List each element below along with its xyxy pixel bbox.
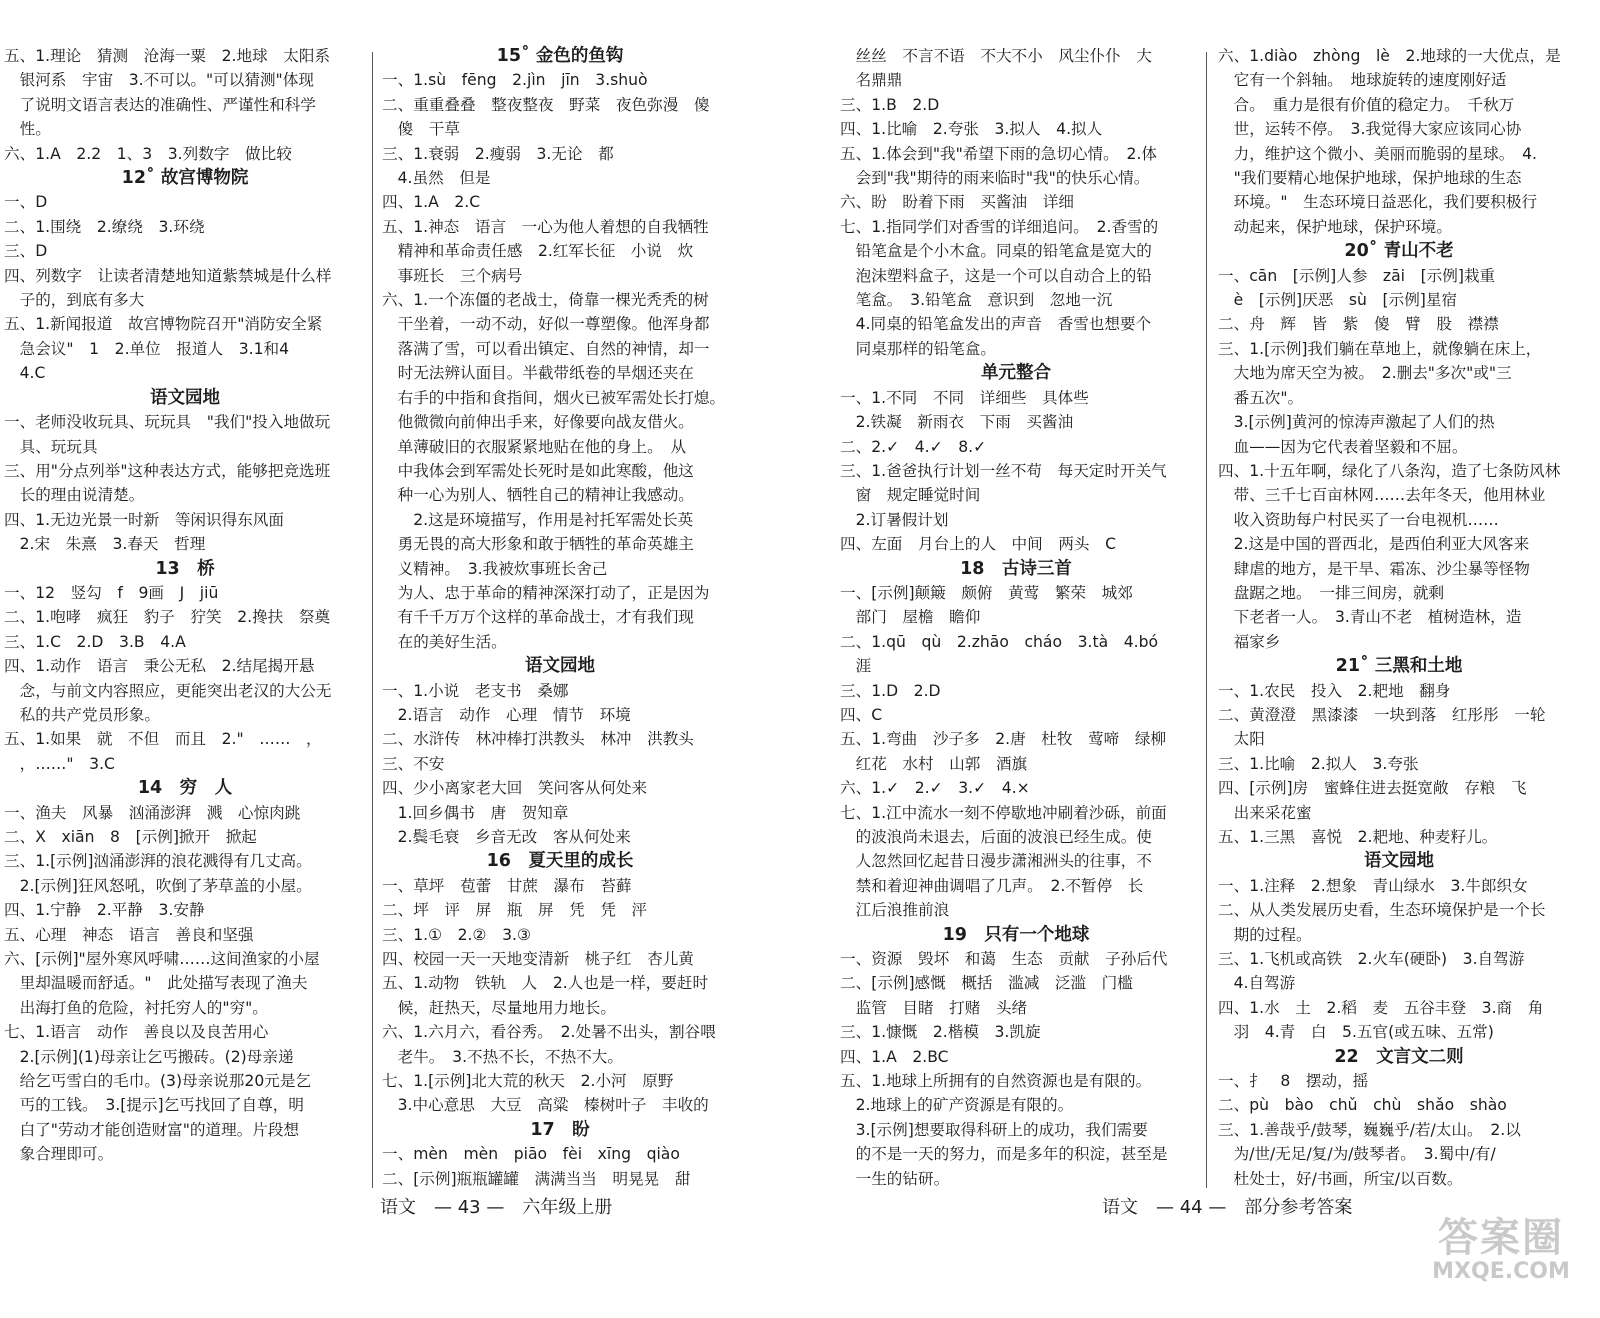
answer-line: 杜处士，好/书画，所宝/以百数。 — [1218, 1169, 1463, 1188]
answer-line: 七、1.[示例]北大荒的秋天 2.小河 原野 — [382, 1072, 674, 1091]
answer-line: 六、1.A 2.2 1、3 3.列数字 做比较 — [4, 144, 292, 163]
answer-line: 事班长 三个病号 — [382, 266, 523, 285]
answer-line: 给乞丐雪白的毛巾。(3)母亲说那20元是乞 — [4, 1072, 312, 1091]
answer-line: 象合理即可。 — [4, 1145, 114, 1164]
answer-line: è [示例]厌恶 sù [示例]星宿 — [1218, 291, 1458, 310]
answer-line: 勇无畏的高大形象和敢于牺牲的革命英雄主 — [382, 535, 694, 554]
answer-line: 收入资助每户村民买了一台电视机…… — [1218, 510, 1499, 529]
answer-line: 三、用"分点列举"这种表达方式，能够把竞选班 — [4, 461, 331, 480]
answer-line: 一、1.sù fēng 2.jìn jīn 3.shuò — [382, 71, 648, 90]
answer-line: 二、黄澄澄 黑漆漆 一块到落 红彤彤 一轮 — [1218, 705, 1546, 724]
answer-line: 血——因为它代表着坚毅和不屈。 — [1218, 437, 1468, 456]
answer-line: 番五次"。 — [1218, 388, 1304, 407]
answer-line: 银河系 宇宙 3.不可以。"可以猜测"体现 — [4, 71, 314, 90]
answer-line: 3.[示例]黄河的惊涛声激起了人们的热 — [1218, 413, 1495, 432]
answer-line: 二、1.咆哮 疯狂 豹子 狞笑 2.搀扶 祭奠 — [4, 608, 331, 627]
answer-line: 三、D — [4, 242, 48, 261]
answer-line: 性。 — [4, 120, 51, 139]
answer-line: 六、1.六月六，看谷秀。 2.处暑不出头，割谷喂 — [382, 1023, 716, 1042]
answer-line: 傻 干草 — [382, 120, 460, 139]
answer-line: 盘踞之地。 一排三间房，就剩 — [1218, 583, 1445, 602]
answer-line: 2.[示例]狂风怒吼，吹倒了茅草盖的小屋。 — [4, 876, 312, 895]
answer-line: 监管 目睹 打赌 头绪 — [840, 998, 1028, 1017]
answer-line: 一、1.农民 投入 2.耙地 翻身 — [1218, 681, 1451, 700]
answer-line: 会到"我"期待的雨来临时"我"的快乐心情。 — [840, 169, 1150, 188]
answer-line: 五、1.如果 就 不但 而且 2." …… ， — [4, 730, 322, 749]
column-divider-right — [1206, 52, 1207, 1188]
answer-line: 江后浪推前浪 — [840, 901, 950, 920]
answer-line: 出海打鱼的危险，衬托穷人的"穷"。 — [4, 998, 268, 1017]
answer-line: 环境。" 生态环境日益恶化，我们要积极行 — [1218, 193, 1538, 212]
answer-line: 一、1.不同 不同 详细些 具体些 — [840, 388, 1089, 407]
answer-line: 大地为席天空为被。 2.删去"多次"或"三 — [1218, 364, 1512, 383]
answer-line: 一、扌 8 摆动，摇 — [1218, 1072, 1369, 1091]
answer-line: 3.中心意思 大豆 高粱 榛树叶子 丰收的 — [382, 1096, 709, 1115]
answer-line: 四、[示例]房 蜜蜂住进去挺宽敞 存粮 飞 — [1218, 779, 1527, 798]
answer-line: 一、老师没收玩具、玩玩具 "我们"投入地做玩 — [4, 413, 331, 432]
answer-line: 2.[示例](1)母亲让乞丐搬砖。(2)母亲递 — [4, 1047, 294, 1066]
answer-line: 力，维护这个微小、美丽而脆弱的星球。 4. — [1218, 144, 1537, 163]
answer-line: 福家乡 — [1218, 632, 1281, 651]
answer-line: 四、1.A 2.C — [382, 193, 481, 212]
answer-line: 二、2.✓ 4.✓ 8.✓ — [840, 437, 987, 456]
section-heading: 20˚ 青山不老 — [1344, 241, 1454, 262]
answer-line: 有千千万万个这样的革命战士，才有我们现 — [382, 608, 694, 627]
answer-line: 2.铁凝 新雨衣 下雨 买酱油 — [840, 413, 1074, 432]
answer-line: 4.同桌的铅笔盒发出的声音 香雪也想要个 — [840, 315, 1152, 334]
answer-line: 三、1.① 2.② 3.③ — [382, 925, 531, 944]
answer-line: 笔盒。 3.铅笔盒 意识到 忽地一沉 — [840, 291, 1113, 310]
answer-line: 念，与前文内容照应，更能突出老汉的大公无 — [4, 681, 332, 700]
answer-line: 动起来，保护地球，保护环境。 — [1218, 217, 1452, 236]
answer-line: 人忽然回忆起昔日漫步潇湘洲头的往事，不 — [840, 852, 1152, 871]
answer-line: ，……" 3.C — [4, 754, 115, 773]
answer-line: 红花 水村 山郭 酒旗 — [840, 754, 1028, 773]
answer-line: 4.虽然 但是 — [382, 169, 491, 188]
answer-line: 二、[示例]瓶瓶罐罐 满满当当 明晃晃 甜 — [382, 1169, 691, 1188]
answer-line: 二、从人类发展历史看，生态环境保护是一个长 — [1218, 901, 1546, 920]
answer-line: 一、1.注释 2.想象 青山绿水 3.牛郎织女 — [1218, 876, 1528, 895]
answer-line: 了说明文语言表达的准确性、严谨性和科学 — [4, 95, 316, 114]
answer-line: 带、三千七百亩林网……去年冬天，他用林业 — [1218, 486, 1546, 505]
answer-line: 五、1.理论 猜测 沧海一粟 2.地球 太阳系 — [4, 47, 331, 65]
watermark-logo — [1426, 1206, 1576, 1298]
section-heading: 语文园地 — [1364, 851, 1434, 872]
answer-line: 为/世/无足/复/为/鼓琴者。 3.蜀中/有/ — [1218, 1145, 1496, 1164]
answer-line: 二、X xiān 8 [示例]掀开 掀起 — [4, 828, 257, 846]
section-heading: 16 夏天里的成长 — [486, 851, 634, 872]
section-heading: 17 盼 — [530, 1119, 590, 1140]
answer-line: 四、1.宁静 2.平静 3.安静 — [4, 901, 205, 920]
answer-line: 一、资源 毁坏 和蔼 生态 贡献 子孙后代 — [840, 950, 1168, 969]
answer-line: 六、盼 盼着下雨 买酱油 详细 — [840, 193, 1074, 212]
section-heading: 15˚ 金色的鱼钩 — [496, 46, 624, 66]
answer-line: 三、1.[示例]汹涌澎湃的浪花溅得有几丈高。 — [4, 852, 312, 871]
answer-line: 一、1.小说 老支书 桑娜 — [382, 681, 569, 700]
answer-line: 白了"劳动才能创造财富"的道理。片段想 — [4, 1120, 300, 1139]
answer-line: 二、1.qū qù 2.zhāo cháo 3.tà 4.bó — [840, 632, 1159, 651]
answer-line: 2.语言 动作 心理 情节 环境 — [382, 705, 631, 724]
answer-line: 四、1.A 2.BC — [840, 1047, 949, 1066]
answer-line: 四、1.比喻 2.夸张 3.拟人 4.拟人 — [840, 120, 1103, 139]
page-footer-44: 语文 — 44 — 部分参考答案 — [1102, 1197, 1353, 1218]
answer-line: 义精神。 3.我被炊事班长舍己 — [382, 559, 608, 578]
section-heading: 14 穷 人 — [137, 778, 233, 799]
answer-line: 一、渔夫 风暴 汹涌澎湃 溅 心惊肉跳 — [4, 803, 301, 822]
answer-line: 六、[示例]"屋外寒风呼啸……这间渔家的小屋 — [4, 950, 320, 969]
answer-line: 二、坪 评 屏 瓶 屏 凭 凭 泙 — [382, 901, 648, 920]
answer-line: 2.这是中国的晋西北，是西伯利亚大风客来 — [1218, 535, 1530, 554]
answer-line: 在的美好生活。 — [382, 632, 507, 651]
section-heading: 12˚ 故宫博物院 — [121, 168, 249, 189]
section-heading: 语文园地 — [150, 387, 220, 408]
answer-line: 五、1.动物 铁轨 人 2.人也是一样，要赶时 — [382, 974, 709, 993]
answer-line: 部门 屋檐 瞻仰 — [840, 608, 981, 627]
answer-line: 为人、忠于革命的精神深深打动了，正是因为 — [382, 583, 710, 602]
answer-line: 长的理由说清楚。 — [4, 486, 145, 505]
answer-line: 的波浪尚未退去，后面的波浪已经生成。使 — [840, 828, 1152, 846]
answer-line: 五、1.地球上所拥有的自然资源也是有限的。 — [840, 1072, 1152, 1091]
answer-line: 四、1.动作 语言 秉公无私 2.结尾揭开悬 — [4, 657, 315, 676]
answer-line: 三、1.[示例]我们躺在草地上，就像躺在床上， — [1218, 339, 1542, 358]
answer-line: 涯 — [840, 657, 872, 676]
answer-line: 太阳 — [1218, 730, 1265, 749]
answer-line: 一、草坪 苞蕾 甘蔗 瀑布 苔藓 — [382, 876, 632, 895]
answer-line: 六、1.✓ 2.✓ 3.✓ 4.× — [840, 779, 1030, 798]
section-heading: 13 桥 — [155, 558, 215, 579]
answer-line: 铅笔盒是个小木盒。同桌的铅笔盒是宽大的 — [840, 242, 1152, 261]
answer-line: 干坐着，一动不动，好似一尊塑像。他浑身都 — [382, 315, 710, 334]
answer-line: 候，赶热天，尽量地用力地长。 — [382, 998, 616, 1017]
answer-line: 四、1.无边光景一时新 等闲识得东风面 — [4, 510, 284, 529]
answer-line: 具、玩玩具 — [4, 437, 98, 456]
answer-line: 下老者一人。 3.青山不老 植树造林，造 — [1218, 608, 1522, 627]
section-heading: 21˚ 三黑和土地 — [1335, 656, 1463, 677]
answer-line: 时无法辨认面目。半截带纸卷的旱烟还夹在 — [382, 364, 694, 383]
answer-line: 三、1.C 2.D 3.B 4.A — [4, 632, 186, 651]
answer-column-3 — [840, 44, 1192, 1191]
answer-line: 羽 4.青 白 5.五官(或五味、五常) — [1218, 1023, 1494, 1042]
answer-line: 四、列数字 让读者清楚地知道紫禁城是什么样 — [4, 266, 332, 285]
answer-line: 2.地球上的矿产资源是有限的。 — [840, 1096, 1074, 1115]
answer-line: 二、[示例]感慨 概括 滥减 泛滥 门槛 — [840, 974, 1133, 993]
answer-line: 七、1.语言 动作 善良以及良苦用心 — [4, 1023, 269, 1042]
answer-line: 期的过程。 — [1218, 925, 1312, 944]
answer-line: 六、1.一个冻僵的老战士，倚靠一棵光秃秃的树 — [382, 291, 709, 310]
answer-line: 1.回乡偶书 唐 贺知章 — [382, 803, 569, 822]
answer-line: 七、1.江中流水一刻不停歇地冲刷着沙砾，前面 — [840, 803, 1167, 822]
answer-line: 同桌那样的铅笔盒。 — [840, 339, 996, 358]
section-heading: 18 古诗三首 — [960, 558, 1072, 579]
section-heading: 19 只有一个地球 — [942, 924, 1090, 945]
answer-line: 急会议" 1 2.单位 报道人 3.1和4 — [4, 339, 290, 358]
answer-line: 一、12 竖勾 f 9画 J jiū — [4, 583, 219, 602]
answer-line: 4.自驾游 — [1218, 974, 1296, 993]
answer-line: 禁和着迎神曲调唱了几声。 2.不暂停 长 — [840, 876, 1144, 895]
answer-line: 世，运转不停。 3.我觉得大家应该同心协 — [1218, 120, 1522, 139]
answer-line: 合。 重力是很有价值的稳定力。 千秋万 — [1218, 95, 1515, 114]
answer-column-1 — [4, 44, 366, 1167]
answer-line: 三、1.善哉乎/鼓琴，巍巍乎/若/太山。 2.以 — [1218, 1120, 1521, 1139]
answer-line: 五、心理 神态 语言 善良和坚强 — [4, 925, 254, 944]
answer-line: 四、左面 月台上的人 中间 两头 C — [840, 535, 1116, 554]
section-heading: 22 文言文二则 — [1334, 1046, 1464, 1067]
answer-line: 三、1.比喻 2.拟人 3.夸张 — [1218, 754, 1419, 773]
answer-line: 三、1.慷慨 2.楷模 3.凯旋 — [840, 1023, 1041, 1042]
answer-line: 二、pù bào chǔ chù shǎo shào — [1218, 1096, 1507, 1115]
answer-line: 3.[示例]想要取得科研上的成功，我们需要 — [840, 1120, 1148, 1139]
answer-line: 出来采花蜜 — [1218, 803, 1312, 822]
answer-line: 五、1.三黑 喜悦 2.耙地、种麦籽儿。 — [1218, 828, 1498, 846]
answer-line: 窗 规定睡觉时间 — [840, 486, 981, 505]
answer-line: 单薄破旧的衣服紧紧地贴在他的身上。 从 — [382, 437, 687, 456]
answer-line: 三、不安 — [382, 754, 445, 773]
answer-line: 子的，到底有多大 — [4, 291, 145, 310]
answer-line: 五、1.弯曲 沙子多 2.唐 杜牧 莺啼 绿柳 — [840, 730, 1167, 749]
section-heading: 语文园地 — [525, 656, 595, 677]
answer-line: 四、校园一天一天地变清新 桃子红 杏儿黄 — [382, 950, 694, 969]
answer-line: 一生的钻研。 — [840, 1169, 950, 1188]
answer-line: 精神和革命责任感 2.红军长征 小说 炊 — [382, 242, 694, 261]
answer-line: 私的共产党员形象。 — [4, 705, 160, 724]
answer-line: 肆虐的地方，是干旱、霜冻、沙尘暴等怪物 — [1218, 559, 1530, 578]
answer-line: 五、1.体会到"我"希望下雨的急切心情。 2.体 — [840, 144, 1157, 163]
answer-line: 泡沫塑料盒子，这是一个可以自动合上的铅 — [840, 266, 1152, 285]
answer-line: 五、1.新闻报道 故宫博物院召开"消防安全紧 — [4, 315, 323, 334]
answer-line: 种一心为别人、牺牲自己的精神让我感动。 — [382, 486, 694, 505]
answer-line: 一、D — [4, 193, 48, 212]
answer-line: 4.C — [4, 364, 46, 383]
answer-line: 名鼎鼎 — [840, 71, 903, 90]
answer-line: 中我体会到军需处长死时是如此寒酸，他这 — [382, 461, 694, 480]
answer-line: 二、重重叠叠 整夜整夜 野菜 夜色弥漫 傻 — [382, 95, 710, 114]
answer-line: 它有一个斜轴。 地球旋转的速度刚好适 — [1218, 71, 1507, 90]
answer-line: 一、mèn mèn piāo fèi xīng qiào — [382, 1145, 680, 1164]
answer-line: 七、1.指同学们对香雪的详细追问。 2.香雪的 — [840, 217, 1159, 236]
answer-line: 三、1.B 2.D — [840, 95, 940, 114]
answer-line: 右手的中指和食指间，烟火已被军需处长打熄。 — [382, 388, 726, 407]
answer-line: 二、舟 辉 皆 紫 傻 臂 股 襟襟 — [1218, 315, 1499, 334]
answer-line: 三、1.爸爸执行计划一丝不苟 每天定时开关气 — [840, 461, 1167, 480]
answer-line: 一、[示例]颠簸 颇俯 黄莺 繁荣 城郊 — [840, 583, 1133, 602]
answer-line: 丐的工钱。 3.[提示]乞丐找回了自尊，明 — [4, 1096, 304, 1115]
answer-line: 六、1.diào zhòng lè 2.地球的一大优点，是 — [1218, 47, 1561, 65]
answer-line: 三、1.D 2.D — [840, 681, 941, 700]
answer-line: 四、少小离家老大回 笑问客从何处来 — [382, 779, 648, 798]
answer-line: 二、1.围绕 2.缭绕 3.环绕 — [4, 217, 205, 236]
watermark-logo-text: 答案圈 — [1438, 1215, 1564, 1261]
answer-line: 落满了雪，可以看出镇定、自然的神情，却一 — [382, 339, 710, 358]
answer-line: 2.订暑假计划 — [840, 510, 949, 529]
answer-line: 四、1.水 土 2.稻 麦 五谷丰登 3.商 角 — [1218, 998, 1544, 1017]
answer-line: 2.这是环境描写，作用是衬托军需处长英 — [382, 510, 694, 529]
answer-line: 三、1.飞机或高铁 2.火车(硬卧) 3.自驾游 — [1218, 950, 1525, 969]
section-heading: 单元整合 — [981, 363, 1051, 384]
page-footer-43: 语文 — 43 — 六年级上册 — [380, 1197, 613, 1218]
answer-line: 五、1.神态 语言 一心为他人着想的自我牺牲 — [382, 217, 709, 236]
answer-column-4 — [1218, 44, 1580, 1191]
answer-column-2 — [382, 44, 738, 1191]
answer-line: 的不是一天的努力，而是多年的积淀，甚至是 — [840, 1145, 1168, 1164]
column-divider-left — [372, 52, 373, 1188]
answer-line: 四、C — [840, 705, 883, 724]
answer-line: "我们要精心地保护地球，保护地球的生态 — [1218, 169, 1522, 188]
answer-line: 三、1.衰弱 2.瘦弱 3.无论 都 — [382, 144, 614, 163]
answer-line: 一、cān [示例]人参 zāi [示例]栽重 — [1218, 266, 1496, 285]
watermark-url: MXQE.COM — [1432, 1259, 1570, 1284]
answer-line: 四、1.十五年啊，绿化了八条沟，造了七条防风林 — [1218, 461, 1561, 480]
answer-line: 里却温暖而舒适。" 此处描写表现了渔夫 — [4, 974, 308, 993]
answer-line: 他微微向前伸出手来，好像要向战友借火。 — [382, 413, 694, 432]
answer-line: 2.宋 朱熹 3.春天 哲理 — [4, 535, 206, 554]
answer-line: 二、水浒传 林冲棒打洪教头 林冲 洪教头 — [382, 730, 694, 749]
answer-line: 2.鬓毛衰 乡音无改 客从何处来 — [382, 828, 631, 846]
answer-line: 老牛。 3.不热不长，不热不大。 — [382, 1047, 623, 1066]
answer-line: 丝丝 不言不语 不大不小 风尘仆仆 大 — [840, 47, 1152, 65]
